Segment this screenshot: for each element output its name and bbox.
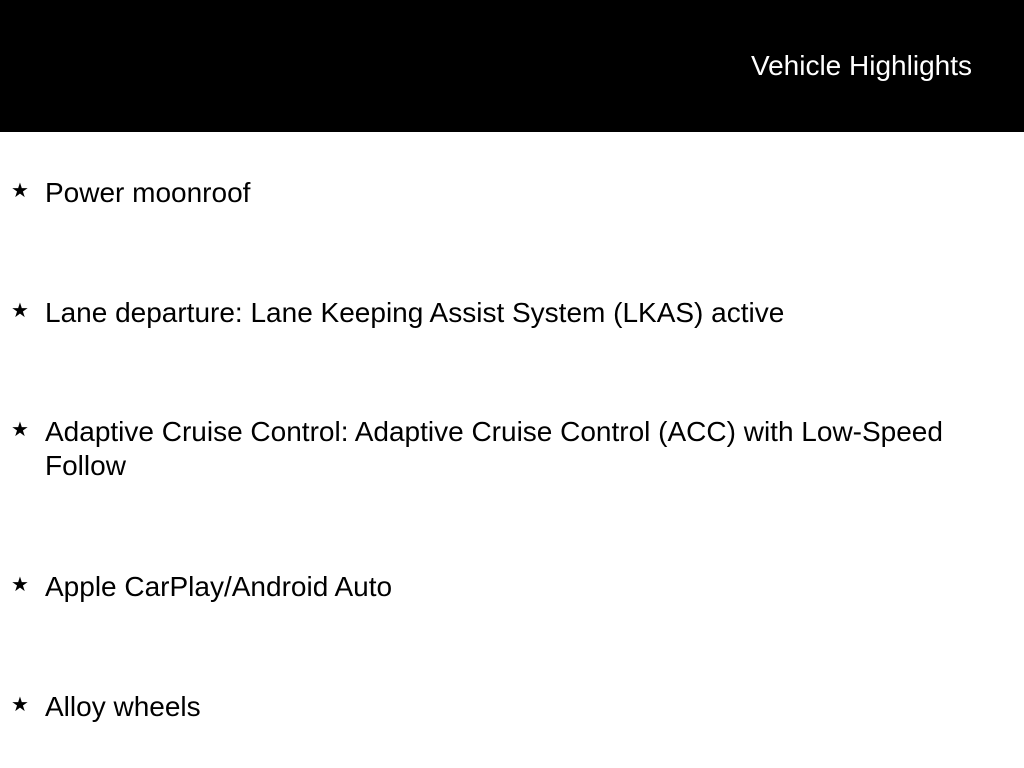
star-icon: ★ <box>11 572 29 596</box>
highlight-text: Adaptive Cruise Control: Adaptive Cruise Control (ACC) with Low-Speed Follow <box>45 416 943 481</box>
star-icon: ★ <box>11 298 29 322</box>
star-icon: ★ <box>11 178 29 202</box>
header-bar <box>0 0 1024 132</box>
star-icon: ★ <box>11 692 29 716</box>
highlight-text: Power moonroof <box>45 177 251 208</box>
star-icon: ★ <box>11 417 29 441</box>
page-title: Vehicle Highlights <box>750 50 972 81</box>
highlight-text: Lane departure: Lane Keeping Assist System (LKAS) active <box>45 297 785 328</box>
highlight-text: Alloy wheels <box>45 691 201 722</box>
highlight-text: Apple CarPlay/Android Auto <box>45 571 393 602</box>
